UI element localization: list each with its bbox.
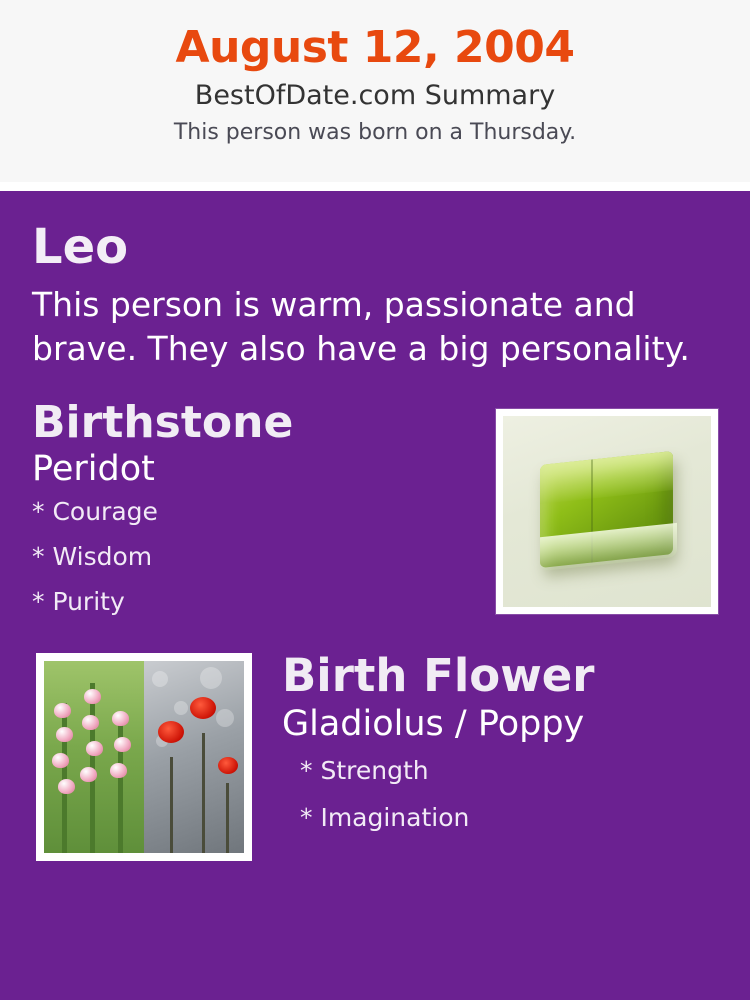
header-divider bbox=[0, 182, 750, 191]
zodiac-description: This person is warm, passionate and brave. They also have a big personality. bbox=[32, 285, 690, 368]
gladiolus-poppy-icon bbox=[44, 661, 244, 853]
birthstone-trait: * Courage bbox=[32, 497, 158, 526]
birthflower-trait: * Strength bbox=[300, 756, 429, 785]
site-subtitle: BestOfDate.com Summary bbox=[194, 80, 556, 111]
zodiac-sign-name: Leo bbox=[32, 219, 129, 275]
birthstone-section bbox=[32, 396, 718, 631]
birthflower-text bbox=[282, 648, 718, 832]
card-body bbox=[0, 191, 750, 1000]
birthflower-heading: Birth Flower bbox=[282, 648, 595, 702]
card-header bbox=[0, 0, 750, 182]
birthflower-section bbox=[32, 648, 718, 863]
birthflower-trait: * Imagination bbox=[300, 803, 470, 832]
birthstone-trait: * Purity bbox=[32, 587, 125, 616]
birth-day-note: This person was born on a Thursday. bbox=[173, 120, 577, 146]
birthstone-image bbox=[496, 409, 718, 614]
birthstone-name: Peridot bbox=[32, 448, 155, 489]
birthstone-trait: * Wisdom bbox=[32, 542, 153, 571]
birthstone-heading: Birthstone bbox=[32, 396, 294, 448]
birthflower-name: Gladiolus / Poppy bbox=[282, 703, 585, 744]
birthflower-image bbox=[36, 653, 252, 861]
page-title: August 12, 2004 bbox=[175, 22, 575, 73]
peridot-gemstone-icon bbox=[503, 416, 711, 607]
